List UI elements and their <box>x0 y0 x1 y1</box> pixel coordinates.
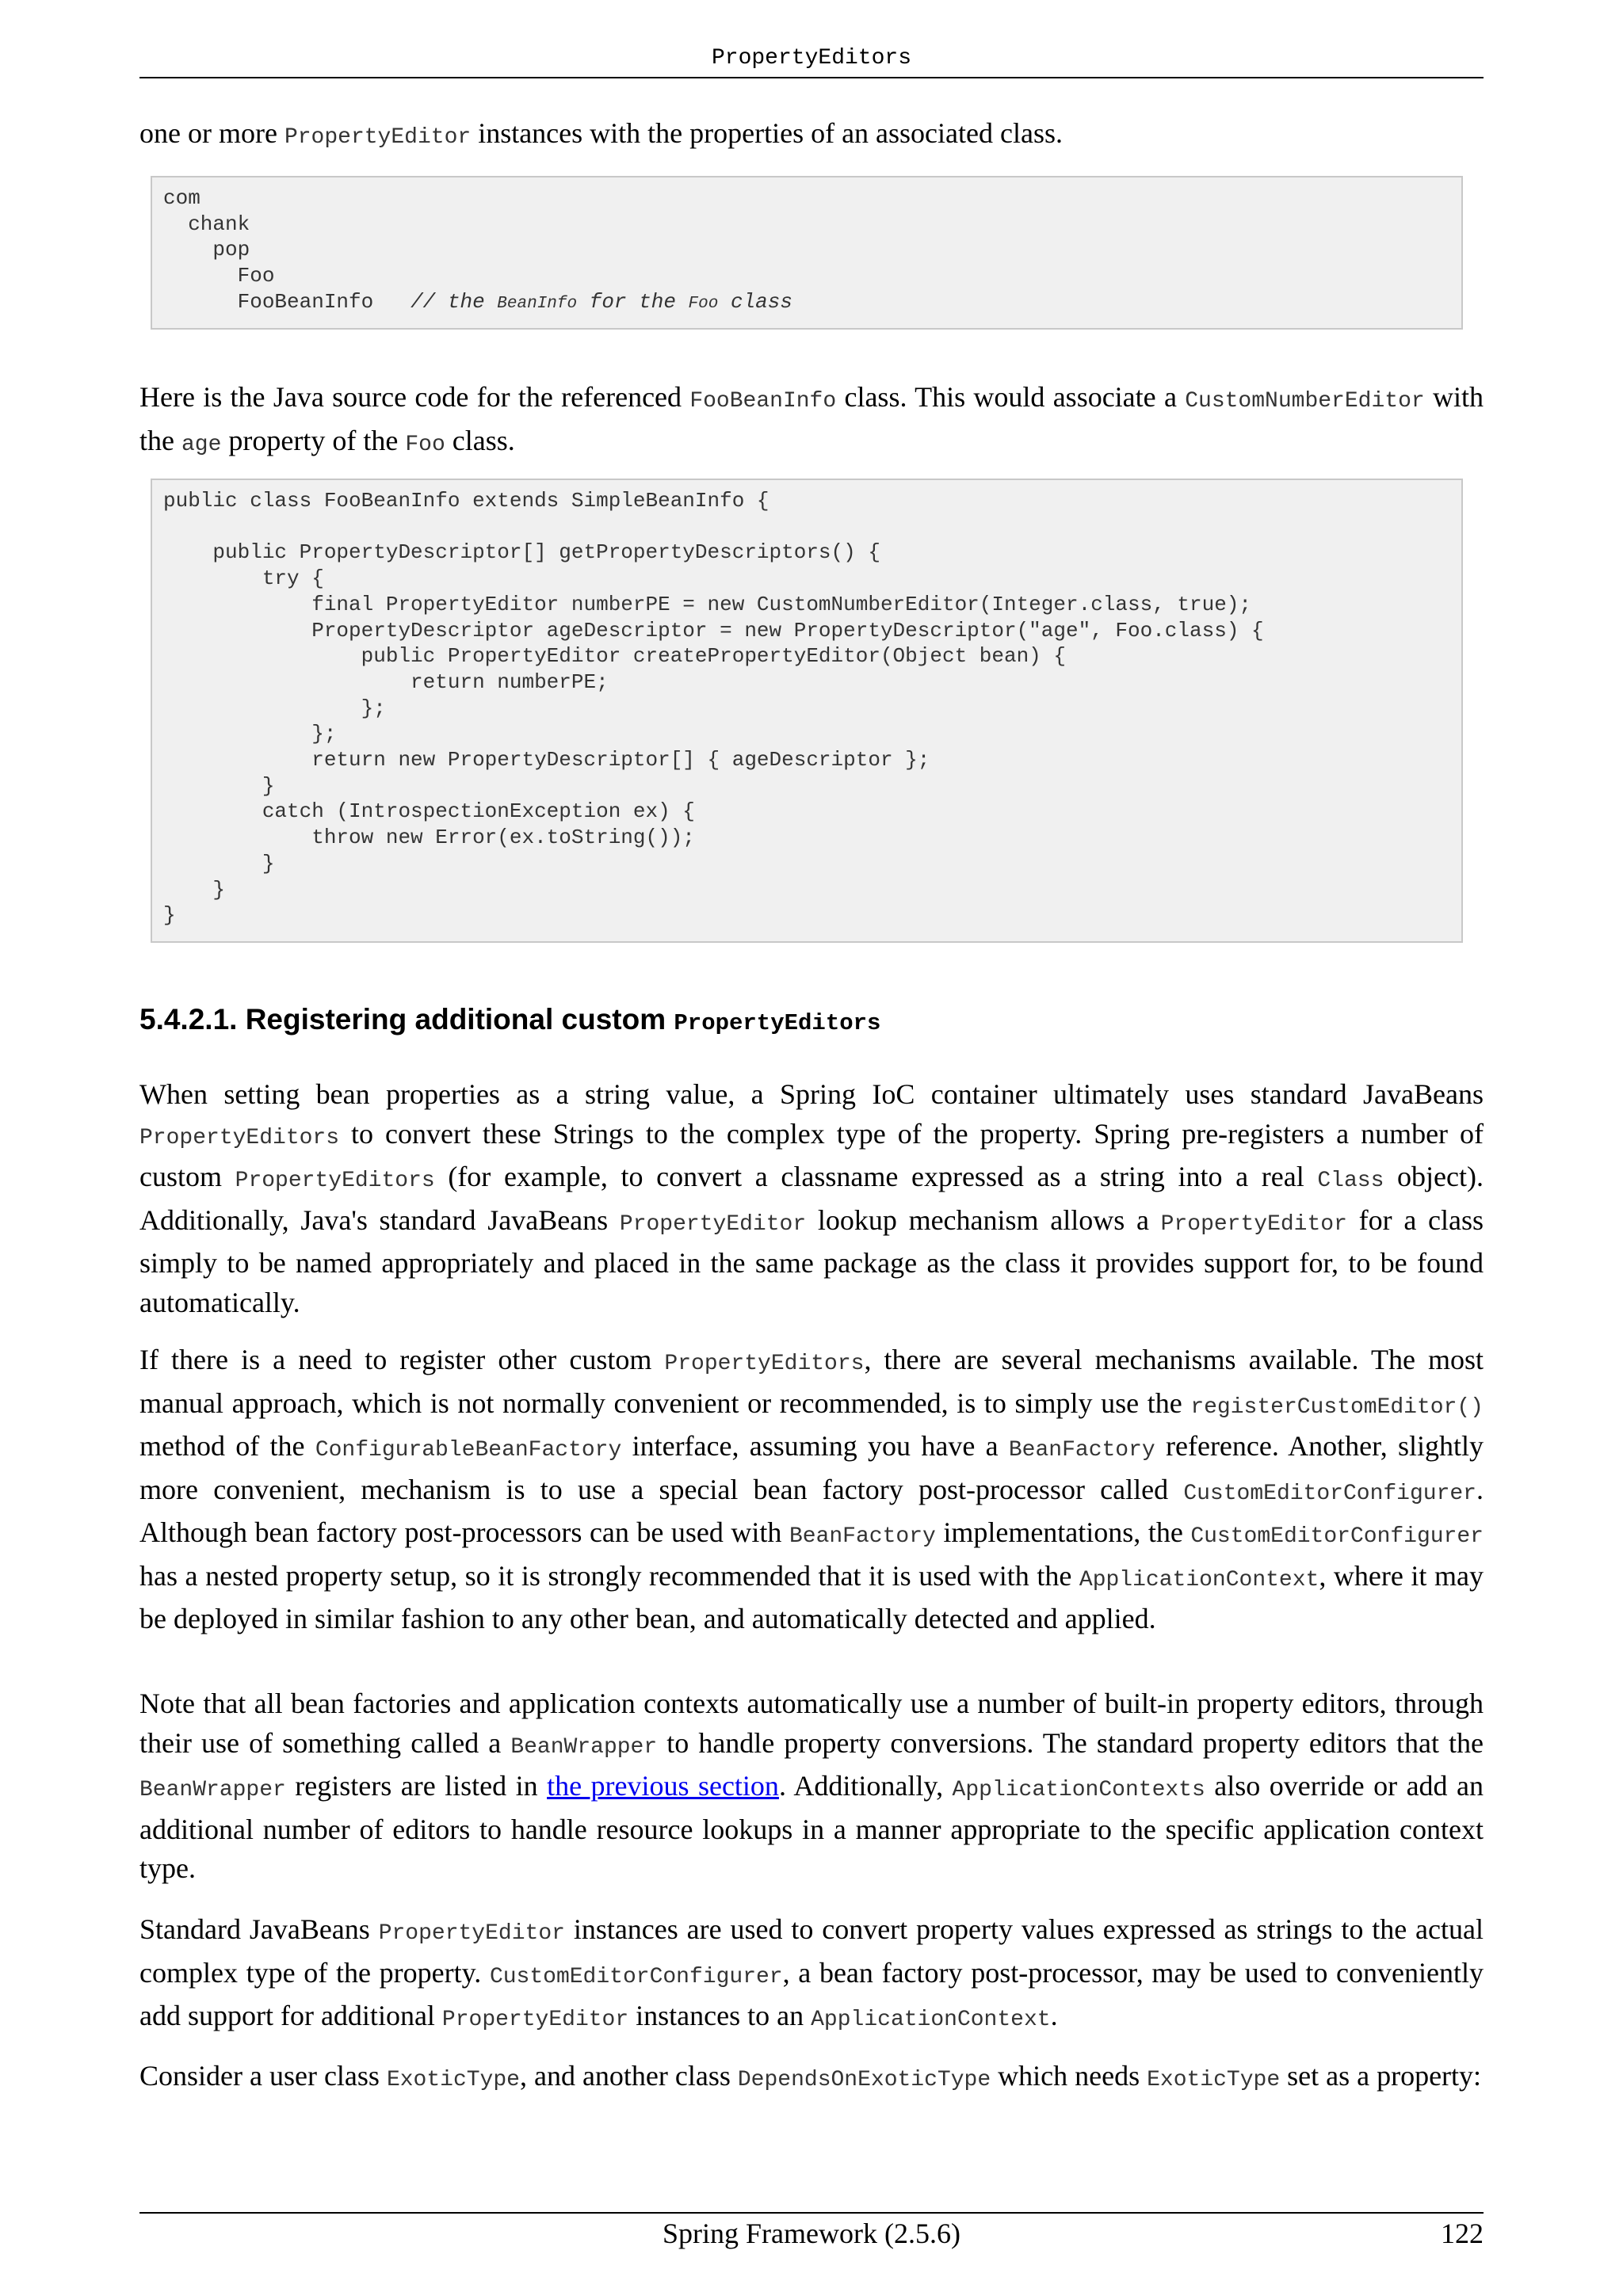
code-line: FooBeanInfo <box>163 289 411 314</box>
code-comment: // the BeanInfo for the Foo class <box>411 289 792 314</box>
inline-code: PropertyEditor <box>619 1211 807 1237</box>
page-number: 122 <box>1441 2218 1484 2249</box>
code-line: pop <box>163 238 250 262</box>
paragraph-builtin-editors: Note that all bean factories and application contexts automatically use a number of built-in property editors, through their use of something called a BeanWrapper to handle property conversions. The standard property editors that the BeanWrapper registers are listed in the previous section. Additionally, ApplicationContexts also override or add an additional number of editors to handle resource lookups in a manner appropriate to the specific application context type. <box>139 1688 1484 1884</box>
inline-code: PropertyEditors <box>139 1125 340 1150</box>
inline-code: DependsOnExoticType <box>737 2068 991 2092</box>
inline-code: ConfigurableBeanFactory <box>315 1438 622 1463</box>
inline-code: FooBeanInfo <box>689 389 837 414</box>
code-block-package-tree <box>151 176 1463 330</box>
code-line: com <box>163 186 200 210</box>
inline-code: ExoticType <box>1147 2068 1281 2092</box>
inline-code: CustomNumberEditor <box>1185 389 1425 414</box>
inline-code: BeanFactory <box>789 1524 936 1549</box>
running-header: PropertyEditors <box>711 46 912 71</box>
paragraph-exotic-type: Consider a user class ExoticType, and another class DependsOnExoticType which needs ExoticType set as a property: <box>139 2060 1482 2092</box>
previous-section-link[interactable]: the previous section <box>547 1770 779 1802</box>
paragraph-registering: When setting bean properties as a string value, a Spring IoC container ultimately uses standard JavaBeans PropertyEditors to convert these Strings to the complex type of the property. Spring pre-registers a number of custom PropertyEditors (for example, to convert a classname expressed as a string into a real Class object). Additionally, Java's standard JavaBeans PropertyEditor lookup mechanism allows a PropertyEditor for a class simply to be named appropriately and placed in the same package as the class it provides support for, to be found automatically. <box>139 1078 1484 1318</box>
code-line: Foo <box>163 264 275 288</box>
inline-code: Foo <box>405 432 445 457</box>
header-rule <box>139 77 1484 78</box>
inline-code: BeanWrapper <box>510 1734 658 1760</box>
paragraph-standard-javabeans: Standard JavaBeans PropertyEditor instances are used to convert property values expressed as strings to the actual complex type of the property. CustomEditorConfigurer, a bean factory post-processor, may be used to conveniently add support for additional PropertyEditor instances to an ApplicationContext. <box>139 1913 1484 2032</box>
inline-code: PropertyEditor <box>284 125 472 150</box>
inline-code: ApplicationContext <box>1079 1567 1319 1592</box>
inline-code: PropertyEditor <box>1160 1211 1347 1237</box>
text: one or more <box>139 117 285 149</box>
code-line: chank <box>163 212 250 236</box>
paragraph-foobeaninfo: Here is the Java source code for the referenced FooBeanInfo class. This would associate a CustomNumberEditor with the age property of the Foo class. <box>139 381 1484 457</box>
inline-code: CustomEditorConfigurer <box>1190 1524 1484 1549</box>
code-block-foobeaninfo: public class FooBeanInfo extends SimpleBeanInfo { public PropertyDescriptor[] getPropertyDescriptors() { try { final PropertyEditor numberPE = new CustomNumberEditor(Integer.class, true); PropertyDescriptor ageDescriptor = new PropertyDescriptor("age", Foo.class) { public PropertyEditor createPropertyEditor(Object bean) { return numberPE; }; }; return new PropertyDescriptor[] { ageDescriptor }; } catch (IntrospectionException ex) { throw new Error(ex.toString()); } } } <box>151 479 1463 943</box>
inline-code: BeanWrapper <box>139 1778 286 1802</box>
inline-code: ApplicationContexts <box>952 1778 1205 1802</box>
section-heading: 5.4.2.1. Registering additional custom PropertyEditors <box>139 1003 881 1036</box>
footer-title: Spring Framework (2.5.6) <box>663 2218 960 2249</box>
inline-code: PropertyEditor <box>441 2008 629 2032</box>
inline-code: PropertyEditors <box>664 1352 865 1376</box>
inline-code: registerCustomEditor() <box>1190 1394 1484 1420</box>
inline-code: BeanFactory <box>1008 1438 1155 1463</box>
document-page <box>139 0 1484 2296</box>
paragraph-intro <box>139 114 1484 158</box>
inline-code: CustomEditorConfigurer <box>489 1964 783 1989</box>
text: instances with the properties of an associated class. <box>471 117 1063 149</box>
paragraph-mechanisms: If there is a need to register other custom PropertyEditors, there are several mechanisms available. The most manual approach, which is not normally convenient or recommended, is to simply use the registerCustomEditor() method of the ConfigurableBeanFactory interface, assuming you have a BeanFactory reference. Another, slightly more convenient, mechanism is to use a special bean factory post-processor called CustomEditorConfigurer. Although bean factory post-processors can be used with BeanFactory implementations, the CustomEditorConfigurer has a nested property setup, so it is strongly recommended that it is used with the ApplicationContext, where it may be deployed in similar fashion to any other bean, and automatically detected and applied. <box>139 1344 1484 1634</box>
inline-code: ExoticType <box>386 2068 520 2092</box>
inline-code: age <box>181 432 222 457</box>
inline-code: Class <box>1317 1169 1384 1193</box>
inline-code: PropertyEditors <box>235 1169 435 1193</box>
inline-code: ApplicationContext <box>811 2008 1051 2032</box>
inline-code: CustomEditorConfigurer <box>1183 1481 1476 1506</box>
inline-code: PropertyEditor <box>378 1921 565 1946</box>
footer-rule <box>139 2212 1484 2214</box>
